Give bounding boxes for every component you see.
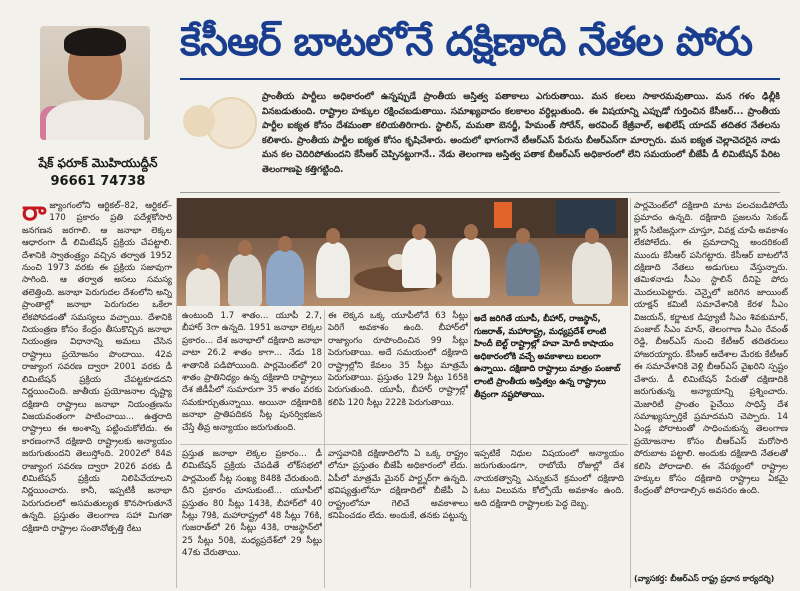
- article-column-7: ఇప్పటికే నిధుల విషయంలో అన్యాయం జరుగుతుండగా, రాబోయే రోజుల్లో దేశ నాయకత్వాన్ని ఎన్నుకునే క్రమంలో దక్షిణాది ఓటు విలువను కోల్పోయే అవకాశం ఉంది. అది దక్షిణాది రాష్ట్రాలకు పెద్ద దెబ్బ.: [474, 449, 624, 509]
- article-headline: కేసీఆర్ బాటలోనే దక్షిణాది నేతల పోరు: [180, 18, 753, 65]
- column-1-text: జ్యాంగంలోని ఆర్టికల్–82, ఆర్టికల్–170 ప్రకారం ప్రతి పదేళ్లకోసారి జనగణన జరగాలి. ఆ జనాభా లెక్కల ఆధారంగా డీ లిమిటేషన్ ప్రక్రియ చేపట్టాలి. దేశానికి స్వాతంత్ర్యం వచ్చిన తర్వాత 1952 నుంచి 1973 వరకు ఈ ప్రక్రియ సజావుగా సాగింది. ఆ తర్వాత అసలు సమస్య తలెత్తింది. జనాభా పెరుగుదల దేశంలోని అన్ని ప్రాంతాల్లో జనాభా పెరుగుదల ఒకేలా లేకపోవడంతో సమస్యలు వచ్చాయి. దేశానికి నియంత్రణ కోసం కేంద్రం తీసుకొచ్చిన జనాభా నియంత్రణ విధానాన్ని అమలు చేసిన రాష్ట్రాలు ప్రయోజనం పొందాయి. 42వ రాజ్యాంగ సవరణ ద్వారా 2001 వరకు డీ లిమిటేషన్ ప్రక్రియ చేపట్టకూడదని నిర్ణయించింది. జాతీయ ప్రయోజనాల దృష్ట్యా దక్షిణాది రాష్ట్రాలు జనాభా నియంత్రణను విజయవంతంగా పాటించాయి... ఉత్తరాది రాష్ట్రాలు ఈ అంశాన్ని పట్టించుకోలేదు. ఈ కారణంగానే దక్షిణాది రాష్ట్రాలకు అన్యాయం జరుగుతుందని తెలుస్తోంది. 2002లో 84వ రాజ్యాంగ సవరణ ద్వారా 2026 వరకు డీ లిమిటేషన్ ప్రక్రియ నిలిపివేయాలని నిర్ణయించారు. కానీ, ఇప్పటికీ జనాభా పెరుగుదలలో అసమతుల్యత కొనసాగుతూనే ఉన్నది. ప్రస్తుతం తెలంగాణ సహా మిగతా దక్షిణాది రాష్ట్రాల సంతానోత్పత్తి రేటు: [22, 201, 172, 534]
- decorative-circle-small-icon: [183, 105, 215, 137]
- drop-cap: రా: [22, 200, 47, 227]
- article-column-5: ప్రస్తుత జనాభా లెక్కల ప్రకారం... డీ లిమిటేషన్ ప్రక్రియ చేపడితే లోక్‌సభలో పార్లమెంట్ సీట్ల సంఖ్య 848కి చేరుతుంది. దీని ప్రకారం చూసుకుంటే... యూపీలో ప్రస్తుతం 80 సీట్లు 143కి, బీహార్‌లో 40 సీట్లు 79కి, మహారాష్ట్రలో 48 సీట్లు 76కి, గుజరాత్‌లో 26 సీట్లు 43కి, రాజస్థాన్‌లో 25 సీట్లు 50కి, మధ్యప్రదేశ్‌లో 29 సీట్లు 47కు చేరుతాయి.: [182, 449, 322, 559]
- article-column-8: పార్లమెంట్‌లో దక్షిణాది మాట పలచబడిపోయే ప్రమాదం ఉన్నది. దక్షిణాది ప్రజలను సెకండ్ క్లాస్ సిటిజన్లుగా చూస్తూ, వివక్ష చూపే అవకాశం లేకపోలేదు. ఈ ప్రమాదాన్ని అందరికంటే ముందు కేసీఆర్ పసిగట్టారు. కేసీఆర్ బాటలోనే దక్షిణాది నేతలు అడుగులు వేస్తున్నారు. తమిళనాడు సీఎం స్టాలిన్ దీనిపై పోరు మొదలుపెట్టారు. చెన్నైలో జరిగిన జాయింట్ యాక్షన్ కమిటీ సమావేశానికి కేరళ సీఎం విజయన్, కర్ణాటక డిప్యూటీ సీఎం శివకుమార్, పంజాబ్ సీఎం మాన్, తెలంగాణ సీఎం రేవంత్ రెడ్డి, బీఆర్ఎస్ నుంచి కేటీఆర్ తదితరులు హాజరయ్యారు. కేసీఆర్ ఆదేశాల మేరకు కేటీఆర్ ఈ సమావేశానికి వెళ్లి బీఆర్ఎస్ వైఖరిని స్పష్టం చేశారు. డీ లిమిటేషన్ పేరుతో దక్షిణాదికి జరుగుతున్న అన్యాయాన్ని ప్రశ్నించారు. మెజారిటీ ప్రాంతం పైచేయి సాధిస్తే దేశ సమాఖ్యస్ఫూర్తికే ప్రమాదమని చెప్పారు. 14 ఏండ్ల పోరాటంతో సాధించుకున్న తెలంగాణ ప్రయోజనాల కోసం బీఆర్ఎస్ మరోసారి పోరుబాట పట్టాలి. అందుకు దక్షిణాది నేతలతో కలిసి పోరాడాలి. ఈ నేపథ్యంలో రాష్ట్రాల హక్కుల కోసం దక్షిణాది రాష్ట్రాలు ఏకమై కేంద్రంతో పోరాడాల్సిన అవసరం ఉంది.: [634, 201, 788, 497]
- intro-divider: [180, 192, 780, 193]
- column-divider: [324, 310, 325, 588]
- author-phone: 96661 74738: [50, 174, 146, 189]
- author-portrait-icon: [40, 26, 150, 140]
- highlight-box: అదే జరిగితే యూపీ, బీహార్, రాజస్థాన్, గుజరాత్, మహారాష్ట్ర, మధ్యప్రదేశ్ లాంటి హిందీ బెల్ట్ రాష్ట్రాల్లో హవా మోదీ కాషాయం అధికారంలోకి వచ్చే అవకాశాలు బలంగా ఉన్నాయి. దక్షిణాది రాష్ట్రాలు మాత్రం పంజాబ్ లాంటి ప్రాంతీయ అస్తిత్వం ఉన్న రాష్ట్రాలు తీవ్రంగా నష్టపోతాయి.: [474, 313, 621, 399]
- row-divider: [180, 444, 628, 445]
- meeting-photo-icon: [176, 198, 628, 306]
- article-column-3: ఈ లెక్కన ఒక్క యూపీలోనే 63 సీట్లు పెరిగే అవకాశం ఉంది. బీహార్‌లో రాజ్యాంగం రూపొందించిన 99 సీట్లు పెరుగుతాయి. అదే సమయంలో దక్షిణాది రాష్ట్రాల్లోని కేవలం 35 సీట్లు మాత్రమే పెరుగుతాయి. ప్రస్తుతం 129 సీట్లు 165కి పెరుగుతుంది. యూపీ, బీహార్ రాష్ట్రాల్లో కలిపి 120 సీట్లు 222కి పెరుగుతాయి.: [328, 311, 468, 408]
- article-intro: ప్రాంతీయ పార్టీలు అధికారంలో ఉన్నప్పుడే ప్రాంతీయ అస్తిత్వ పతాకాలు ఎగురుతాయి. మన కలలు సాకారమవుతాయి. మన గళం ఢిల్లీకి వినబడుతుంది. రాష్ట్రాల హక్కుల రక్షించబడుతాయి. సమాఖ్యవాదం కలకాలం వర్ధిల్లుతుంది. ఈ విషయాన్ని ఎప్పుడో గుర్తించిన కేసీఆర్... ప్రాంతీయ పార్టీల ఐక్యత కోసం దేశమంతా కలియతిరిగారు. స్టాలిన్, మమతా బెనర్జీ, హేమంత్ సోరేన్, అరవింద్ కేజ్రీవాల్, అఖిలేష్ యాదవ్ తదితర నేతలను కలిశారు. ప్రాంతీయ పార్టీల ఐక్యత కోసం కృషిచేశారు. అందులో భాగంగానే టీఆర్ఎస్ పేరును బీఆర్ఎస్‌గా మార్చారు. మన ఐక్యత చెల్లాచెదరైన నాడు మన కల చెదిరిపోతుందని కేసీఆర్ చెప్పినట్టుగానే.. నేడు తెలంగాణ అస్తిత్వ పతాక బీఆర్ఎస్ అధికారంలో లేని సమయంలో బీజేపీ డీ లిమిటేషన్ పేరిట తెలంగాణపై కత్తిగట్టింది.: [262, 92, 780, 175]
- column-divider: [470, 310, 471, 588]
- article-column-1: [22, 200, 172, 588]
- headline-divider: [180, 78, 780, 80]
- article-column-6: వాస్తవానికి దక్షిణాదిలోని ఏ ఒక్క రాష్ట్రం లోనూ ప్రస్తుతం బీజేపీ అధికారంలో లేదు. ఏపీలో మాత్రమే మైనర్ పార్ట్నర్‌గా ఉన్నది. భవిష్యత్తులోనూ దక్షిణాదిలో బీజేపీ ఏ రాష్ట్రంలోనూ గెలిచే అవకాశాలు కనిపించడం లేదు. అందుకే, తనకు పట్టున్న: [328, 449, 468, 522]
- article-column-2: ఉంటుంది 1.7 శాతం... యూపీ 2.7, బీహార్ 3గా ఉన్నది. 1951 జనాభా లెక్కల ప్రకారం... దేశ జనాభాలో దక్షిణాది జనాభా వాటా 26.2 శాతం కాగా... నేడు 18 శాతానికి పడిపోయింది. పార్లమెంట్‌లో 20 శాతం ప్రాతినిధ్యం ఉన్న దక్షిణాది రాష్ట్రాలు దేశ జీడీపీలో సుమారుగా 35 శాతం వరకు సమకూర్చుతున్నాయి. అయినా దక్షిణాదికి జనాభా ప్రాతిపదికన సీట్ల పునర్విభజన చేస్తే తీవ్ర అన్యాయం జరుగుతుంది.: [182, 311, 322, 433]
- column-divider: [176, 198, 177, 588]
- author-name: షేక్ ఫరూక్ మొహియుద్దీన్: [38, 156, 158, 170]
- column-divider: [630, 198, 631, 588]
- author-credit: (వ్యాసకర్త: బీఆర్ఎస్ రాష్ట్ర ప్రధాన కార్యదర్శి): [634, 574, 775, 583]
